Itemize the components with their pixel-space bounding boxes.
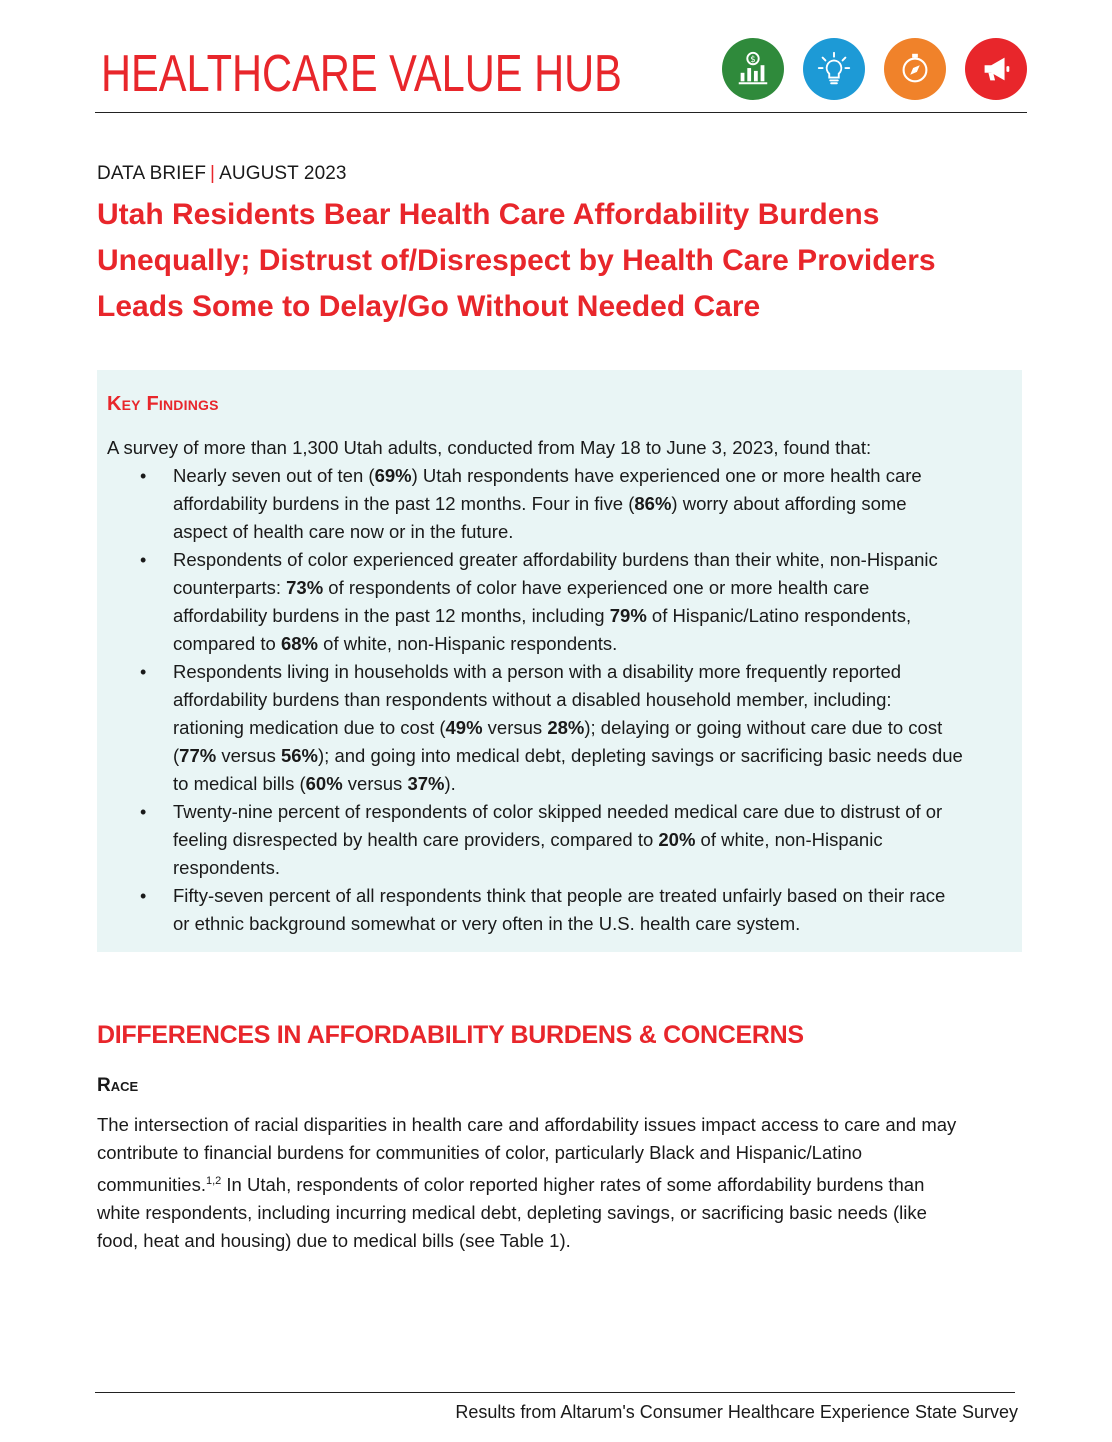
key-finding-item (140, 882, 1020, 938)
key-finding-line: respondents. (173, 857, 280, 878)
key-finding-line: feeling disrespected by health care providers, compared to 20% of white, non-Hispanic (173, 829, 883, 850)
key-finding-item (140, 798, 1020, 882)
key-finding-line: aspect of health care now or in the future. (173, 521, 514, 542)
key-finding-item (140, 658, 1020, 798)
title-line: Utah Residents Bear Health Care Affordability Burdens (97, 198, 880, 231)
subsection-title: Race (97, 1075, 139, 1096)
kicker (97, 163, 347, 185)
paragraph-line: white respondents, including incurring medical debt, depleting savings, or sacrificing basic needs (like (97, 1202, 927, 1224)
key-finding-item (140, 462, 1020, 546)
key-finding-line: affordability burdens in the past 12 months. Four in five (86%) worry about affording some (173, 493, 907, 514)
key-finding-line: to medical bills (60% versus 37%). (173, 773, 456, 794)
key-findings-intro: A survey of more than 1,300 Utah adults, conducted from May 18 to June 3, 2023, found that: (107, 437, 872, 458)
footer-text: Results from Altarum's Consumer Healthcare Experience State Survey (455, 1402, 1018, 1422)
key-finding-item (140, 546, 1020, 658)
key-finding-line: affordability burdens in the past 12 months, including 79% of Hispanic/Latino respondents, (173, 605, 912, 626)
key-findings-heading: Key Findings (107, 393, 219, 415)
page-title (97, 192, 1017, 330)
megaphone-icon (965, 38, 1027, 100)
chart-dollar-icon (722, 38, 784, 100)
body-paragraph (97, 1111, 1017, 1255)
key-finding-line: • Respondents living in households with a person with a disability more frequently reported (173, 661, 902, 682)
key-finding-line: affordability burdens than respondents without a disabled household member, including: (173, 689, 892, 710)
key-findings-list (140, 462, 1020, 938)
brief-date: AUGUST 2023 (219, 163, 347, 184)
paragraph-line: communities.$^{1,2}$ In Utah, respondents of color reported higher rates of some affordability burdens than (97, 1174, 925, 1196)
key-finding-line: rationing medication due to cost (49% versus 28%); delaying or going without care due to cost (173, 717, 943, 738)
footer-divider (95, 1392, 1015, 1393)
key-finding-line: compared to 68% of white, non-Hispanic respondents. (173, 633, 618, 654)
paragraph-line: The intersection of racial disparities in health care and affordability issues impact access to care and may (97, 1114, 957, 1135)
svg-text:$: $ (750, 54, 756, 65)
header-divider (95, 112, 1027, 113)
key-finding-line: (77% versus 56%); and going into medical debt, depleting savings or sacrificing basic needs due (173, 745, 963, 766)
key-finding-line: • Respondents of color experienced greater affordability burdens than their white, non-Hispanic (173, 549, 938, 570)
key-finding-line: or ethnic background somewhat or very often in the U.S. health care system. (173, 913, 801, 934)
title-line: Unequally; Distrust of/Disrespect by Health Care Providers (97, 244, 936, 277)
header-icons (722, 38, 1028, 102)
lightbulb-icon (803, 38, 865, 100)
key-finding-line: counterparts: 73% of respondents of color have experienced one or more health care (173, 577, 870, 598)
key-finding-line: • Twenty-nine percent of respondents of color skipped needed medical care due to distrust of or (173, 801, 943, 822)
title-line: Leads Some to Delay/Go Without Needed Care (97, 290, 761, 323)
paragraph-line: food, heat and housing) due to medical bills (see Table 1). (97, 1230, 571, 1252)
compass-icon (884, 38, 946, 100)
key-finding-line: • Nearly seven out of ten (69%) Utah respondents have experienced one or more health care (173, 465, 922, 486)
paragraph-line: contribute to financial burdens for communities of color, particularly Black and Hispanic/Latino (97, 1142, 863, 1163)
key-finding-line: • Fifty-seven percent of all respondents think that people are treated unfairly based on their race (173, 885, 946, 906)
brand-title: HEALTHCARE VALUE HUB (101, 45, 622, 103)
section-title: DIFFERENCES IN AFFORDABILITY BURDENS & CONCERNS (97, 1021, 804, 1049)
kicker-separator: | (210, 163, 216, 184)
brief-type: DATA BRIEF (97, 163, 207, 184)
